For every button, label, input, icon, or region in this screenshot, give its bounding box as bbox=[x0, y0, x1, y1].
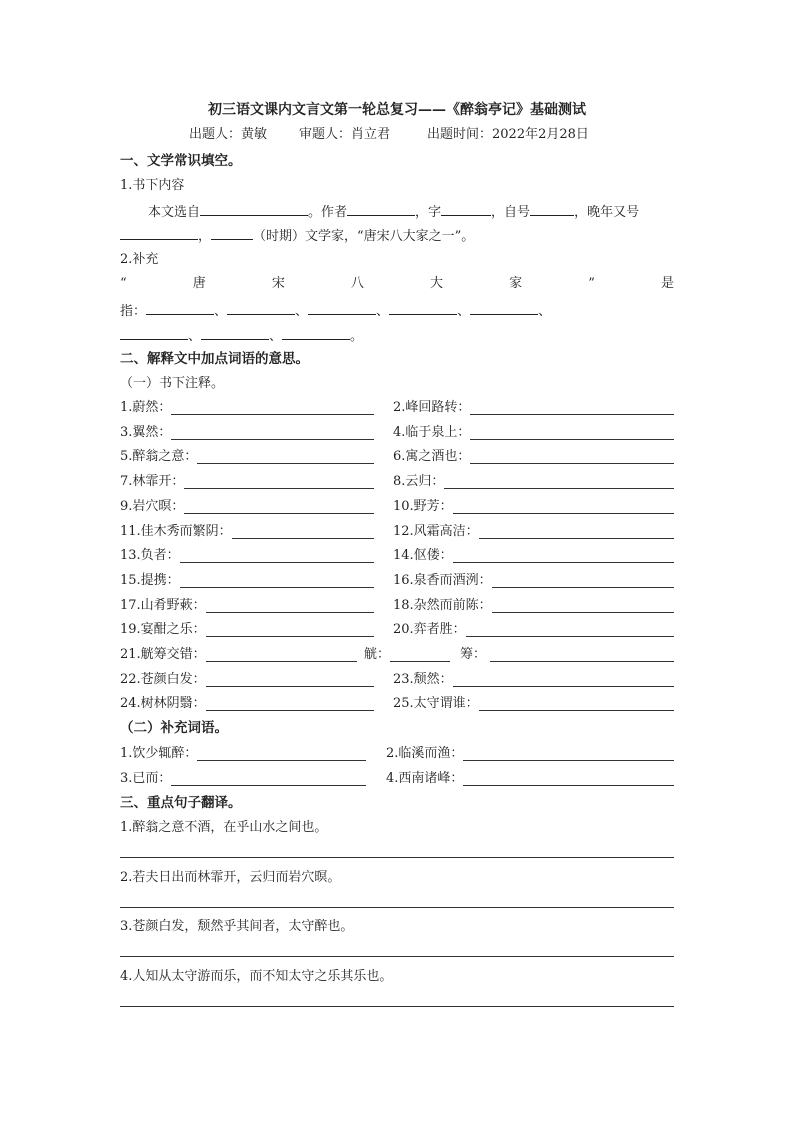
q1-text-d: ，自号 bbox=[491, 205, 531, 220]
vocab-label: 3.翼然： bbox=[120, 424, 172, 440]
answer-line[interactable] bbox=[463, 785, 674, 786]
q2-spread-line bbox=[120, 276, 674, 292]
sentence-prompt: 4.人知从太守游而乐，而不知太守之乐其乐也。 bbox=[120, 968, 393, 984]
q1-text-c: ，字 bbox=[415, 205, 442, 220]
vocab-label: 13.负者： bbox=[120, 548, 180, 564]
answer-line[interactable] bbox=[490, 661, 674, 662]
vocab-label: 9.岩穴暝： bbox=[120, 498, 185, 514]
answer-line[interactable] bbox=[466, 636, 674, 637]
blank-writer-7[interactable] bbox=[201, 327, 269, 340]
vocab-label: 22.苍颜白发： bbox=[120, 671, 206, 687]
vocab-label: 觥： bbox=[364, 647, 391, 662]
answer-line[interactable] bbox=[232, 538, 374, 539]
vocab-label: 1.蔚然： bbox=[120, 400, 172, 415]
answer-line[interactable] bbox=[453, 513, 674, 514]
answer-line[interactable] bbox=[171, 414, 374, 415]
vocab-label: 6.寓之酒也： bbox=[393, 449, 471, 465]
blank-late-name[interactable] bbox=[120, 227, 198, 240]
page-title: 初三语文课内文言文第一轮总复习——《醉翁亭记》基础测试 bbox=[208, 102, 586, 118]
end-mark: 。 bbox=[350, 329, 364, 344]
spread-char: 八 bbox=[350, 276, 364, 291]
spread-char: “ bbox=[120, 276, 127, 291]
vocab-label: 23.颓然： bbox=[393, 671, 453, 687]
answer-line[interactable] bbox=[180, 562, 374, 563]
translation-line[interactable] bbox=[120, 956, 674, 957]
sep: 、 bbox=[295, 304, 309, 319]
vocab-label: 4.西南诸峰： bbox=[386, 770, 464, 786]
vocab-label: 1.饮少辄醉： bbox=[120, 746, 198, 761]
vocab-label: 20.弈者胜： bbox=[393, 622, 466, 638]
sep: 、 bbox=[538, 304, 552, 319]
blank-writer-1[interactable] bbox=[146, 302, 214, 315]
q2-line2 bbox=[120, 302, 551, 320]
answer-line[interactable] bbox=[206, 612, 374, 613]
blank-writer-4[interactable] bbox=[389, 302, 457, 315]
vocab-label: 14.伛偻： bbox=[393, 548, 453, 564]
vocab-label: 21.觥筹交错： bbox=[120, 647, 206, 662]
sentence-prompt: 1.醉翁之意不酒，在乎山水之间也。 bbox=[120, 820, 328, 835]
vocab-label: 11.佳木秀而繁阴： bbox=[120, 523, 232, 539]
spread-char: 宋 bbox=[271, 276, 285, 291]
q1-text-g: （时期）文学家，“唐宋八大家之一”。 bbox=[253, 229, 475, 244]
q2-line3 bbox=[120, 327, 363, 345]
spread-char: 是 bbox=[660, 276, 674, 291]
blank-writer-2[interactable] bbox=[227, 302, 295, 315]
answer-line[interactable] bbox=[197, 760, 366, 761]
vocab-label: 17.山肴野蔌： bbox=[120, 597, 206, 613]
vocab-label: 筹： bbox=[460, 647, 487, 662]
answer-line[interactable] bbox=[470, 463, 674, 464]
answer-line[interactable] bbox=[492, 612, 674, 613]
section2-sub2: （二）补充词语。 bbox=[120, 720, 228, 736]
q2-prefix: 指： bbox=[120, 304, 147, 319]
sep: 、 bbox=[188, 329, 202, 344]
translation-line[interactable] bbox=[120, 857, 674, 858]
blank-writer-3[interactable] bbox=[308, 302, 376, 315]
answer-line[interactable] bbox=[206, 661, 357, 662]
answer-line[interactable] bbox=[390, 661, 450, 662]
vocab-label: 7.林霏开： bbox=[120, 474, 185, 490]
sep: 、 bbox=[269, 329, 283, 344]
answer-line[interactable] bbox=[206, 636, 374, 637]
vocab-label: 19.宴酣之乐： bbox=[120, 622, 206, 638]
answer-line[interactable] bbox=[470, 414, 674, 415]
blank-source[interactable] bbox=[200, 203, 308, 216]
vocab-label: 2.峰回路转： bbox=[393, 400, 471, 415]
reviewer-line: 审题人：肖立君 bbox=[299, 127, 391, 142]
answer-line[interactable] bbox=[453, 562, 674, 563]
sep: 、 bbox=[376, 304, 390, 319]
answer-line[interactable] bbox=[479, 538, 674, 539]
answer-line[interactable] bbox=[463, 760, 674, 761]
answer-line[interactable] bbox=[479, 710, 674, 711]
vocab-label: 24.树林阴翳： bbox=[120, 696, 206, 712]
blank-self-name[interactable] bbox=[530, 203, 574, 216]
spread-char: 家 bbox=[509, 276, 523, 291]
vocab-label: 8.云归： bbox=[393, 474, 445, 490]
answer-line[interactable] bbox=[184, 488, 374, 489]
q1-label: 1.书下内容 bbox=[120, 178, 185, 193]
answer-line[interactable] bbox=[197, 463, 374, 464]
vocab-label: 5.醉翁之意： bbox=[120, 449, 198, 465]
q1-text-e: ，晚年又号 bbox=[574, 205, 640, 220]
vocab-label: 4.临于泉上： bbox=[393, 424, 471, 440]
answer-line[interactable] bbox=[171, 785, 366, 786]
q2-label: 2.补充 bbox=[120, 252, 159, 267]
vocab-label: 16.泉香而酒洌： bbox=[393, 572, 492, 588]
vocab-label: 2.临溪而渔： bbox=[386, 746, 464, 761]
blank-courtesy-name[interactable] bbox=[441, 203, 491, 216]
vocab-label: 25.太守谓谁： bbox=[393, 696, 479, 712]
q1-text-f: ， bbox=[198, 229, 212, 244]
spread-char: 大 bbox=[430, 276, 444, 291]
date-line: 出题时间：2022年2月28日 bbox=[427, 127, 589, 142]
blank-writer-5[interactable] bbox=[470, 302, 538, 315]
author-line: 出题人：黄敏 bbox=[189, 127, 268, 142]
answer-line[interactable] bbox=[453, 686, 674, 687]
section2-heading: 二、解释文中加点词语的意思。 bbox=[120, 351, 309, 367]
answer-line[interactable] bbox=[206, 710, 374, 711]
q1-text-a: 本文选自 bbox=[148, 205, 201, 220]
answer-line[interactable] bbox=[492, 587, 674, 588]
q1-text-b: 。作者 bbox=[308, 205, 348, 220]
answer-line[interactable] bbox=[184, 513, 374, 514]
answer-line[interactable] bbox=[470, 439, 674, 440]
section3-heading: 三、重点句子翻译。 bbox=[120, 795, 242, 811]
q1-line1 bbox=[148, 203, 639, 221]
section1-heading: 一、文学常识填空。 bbox=[120, 153, 242, 169]
answer-line[interactable] bbox=[444, 488, 674, 489]
section2-sub1: （一）书下注释。 bbox=[120, 376, 225, 391]
translation-line[interactable] bbox=[120, 907, 674, 908]
answer-line[interactable] bbox=[206, 686, 374, 687]
spread-char: ” bbox=[588, 276, 595, 291]
vocab-label: 3.已而： bbox=[120, 770, 172, 786]
vocab-label: 12.风霜高洁： bbox=[393, 523, 479, 539]
blank-author[interactable] bbox=[347, 203, 415, 216]
q1-line2 bbox=[120, 227, 474, 245]
answer-line[interactable] bbox=[180, 587, 374, 588]
translation-line[interactable] bbox=[120, 1006, 674, 1007]
blank-writer-8[interactable] bbox=[282, 327, 350, 340]
sentence-prompt: 2.若夫日出而林霏开，云归而岩穴暝。 bbox=[120, 869, 341, 885]
spread-char: 唐 bbox=[192, 276, 206, 291]
vocab-label: 10.野芳： bbox=[393, 498, 453, 514]
vocab-label: 15.提携： bbox=[120, 572, 180, 588]
sep: 、 bbox=[457, 304, 471, 319]
sentence-prompt: 3.苍颜白发，颓然乎其间者，太守醉也。 bbox=[120, 919, 354, 934]
blank-period[interactable] bbox=[211, 227, 253, 240]
vocab-label: 18.杂然而前陈： bbox=[393, 597, 492, 613]
answer-line[interactable] bbox=[171, 439, 374, 440]
sep: 、 bbox=[214, 304, 228, 319]
blank-writer-6[interactable] bbox=[120, 327, 188, 340]
